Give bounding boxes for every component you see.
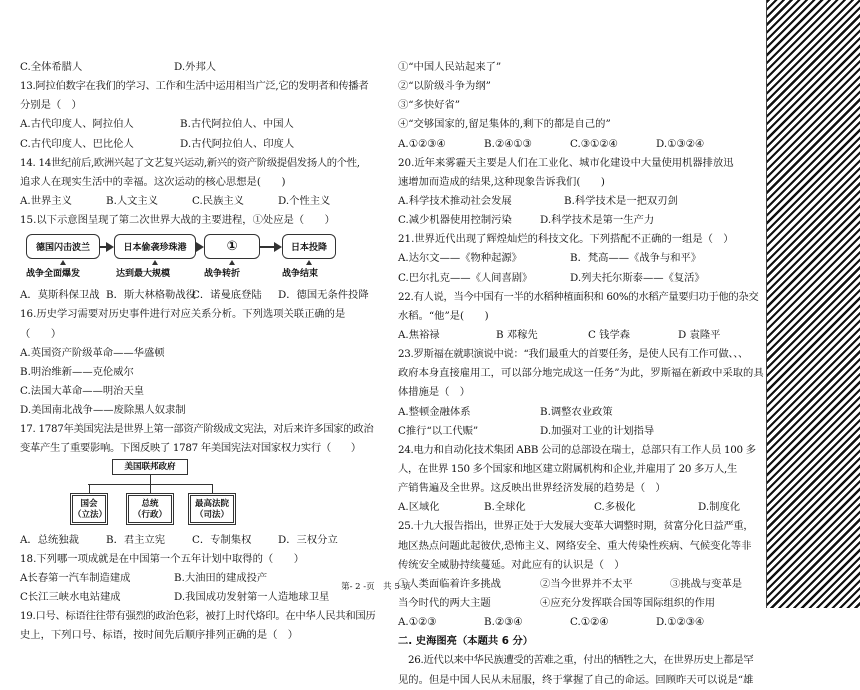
line-text: A长春第一汽车制造建成 xyxy=(20,571,131,584)
line-text: 体措施是（ ） xyxy=(398,386,471,399)
option-text: C．专制集权 xyxy=(192,533,252,546)
line-text: 21.世界近代出现了辉煌灿烂的科技文化。下列搭配不正确的一组是（ ） xyxy=(398,233,734,246)
text-line xyxy=(20,325,376,344)
line-text: 速增加而造成的结果,这种现象告诉我们( ) xyxy=(398,175,605,188)
text-line xyxy=(398,364,764,383)
line-text: ③“多快好省” xyxy=(398,99,461,112)
branch-of-power-box xyxy=(188,493,236,525)
branch-name: 国会 xyxy=(80,498,98,509)
text-line xyxy=(398,460,742,479)
line-text: 26.近代以来中华民族遭受的苦难之重，付出的牺牲之大，在世界历史上都是罕 xyxy=(398,654,754,667)
line-text: A.科学技术推动社会发展 xyxy=(398,194,512,207)
arrow-up-icon xyxy=(152,260,158,265)
line-text: 13.阿拉伯数字在我们的学习、工作和生活中运用相当广泛,它的发明者和传播者 xyxy=(20,80,369,93)
branch-of-power-box xyxy=(70,493,108,525)
line-text: ①“中国人民站起来了” xyxy=(398,61,502,73)
arrow-right-icon xyxy=(106,242,114,252)
branch-function: （立法） xyxy=(73,509,108,520)
option-text: B.古代阿拉伯人、中国人 xyxy=(180,118,294,131)
tree-connector xyxy=(150,484,151,493)
text-line xyxy=(398,58,742,77)
text-line xyxy=(398,249,742,268)
text-line xyxy=(20,607,376,626)
option-text: B．斯大林格勒战役 xyxy=(106,289,196,302)
text-line xyxy=(20,211,376,230)
line-text: A.达尔文——《物种起源》 xyxy=(398,252,522,265)
timeline-stage-label: 战争全面爆发 xyxy=(26,269,81,280)
text-line xyxy=(398,154,742,173)
line-text: 19.口号、标语往往带有强烈的政治色彩，被打上时代烙印。在中华人民共和国历 xyxy=(20,610,376,623)
timeline-event-box: 德国闪击波兰 xyxy=(26,234,100,259)
branch-function: （行政） xyxy=(132,509,167,520)
text-line xyxy=(398,613,742,632)
timeline-connector xyxy=(260,246,275,247)
arrow-right-icon xyxy=(274,242,282,252)
option-text: D.加强对工业的计划指导 xyxy=(540,424,655,437)
line-text: 24.电力和自动化技术集团 ABB 公司的总部设在瑞士，总部只有工作人员 100 多 xyxy=(398,443,756,456)
option-text: B.全球化 xyxy=(484,501,526,514)
line-text: 史上，下列口号、标语，按时间先后顺序排列正确的是（ ） xyxy=(20,629,299,642)
line-text: C推行“以工代赈” xyxy=(398,424,479,437)
line-text: D.美国南北战争——废除黑人奴隶制 xyxy=(20,404,186,417)
text-line xyxy=(20,77,376,96)
text-line xyxy=(398,173,742,192)
text-line xyxy=(398,479,742,498)
text-line xyxy=(20,173,376,192)
line-text: C.法国大革命——明治天皇 xyxy=(20,384,145,397)
text-line xyxy=(398,307,742,326)
timeline-stage-label: 战争转折 xyxy=(204,269,241,280)
left-lines-group-1 xyxy=(20,58,376,230)
option-text: D.外邦人 xyxy=(174,61,217,73)
option-text: D.科学技术是第一生产力 xyxy=(540,214,655,227)
text-line xyxy=(20,344,376,363)
arrow-right-icon xyxy=(196,242,204,252)
timeline-event-box: 日本偷袭珍珠港 xyxy=(114,234,196,259)
line-text: A.整顿金融体系 xyxy=(398,405,471,418)
timeline-event-box: 日本投降 xyxy=(282,234,336,259)
line-text: 14. 14世纪前后,欧洲兴起了文艺复兴运动,新兴的资产阶级提倡发扬人的个性, xyxy=(20,156,360,169)
ww2-timeline-diagram xyxy=(20,230,376,286)
option-text: B 邓稼先 xyxy=(496,328,538,341)
option-text: D 袁隆平 xyxy=(678,328,721,341)
line-text: A.古代印度人、阿拉伯人 xyxy=(20,118,134,131)
tree-connector xyxy=(212,484,213,493)
text-line xyxy=(398,594,742,613)
line-text: 25.十九大报告指出，世界正处于大发展大变革大调整时期，贫富分化日益严重， xyxy=(398,520,754,533)
line-text: 变革产生了重要影响。下图反映了 1787 年美国宪法对国家权力实行（ ） xyxy=(20,442,361,455)
timeline-stage-label: 达到最大规模 xyxy=(116,269,171,280)
text-line xyxy=(398,556,742,575)
line-text: 产销售遍及全世界。这反映出世界经济发展的趋势是（ ） xyxy=(398,482,666,495)
line-text: 人，在世界 150 多个国家和地区建立附属机构和企业,并雇用了 20 多万人,生 xyxy=(398,462,738,475)
line-text: 当今时代的两大主题 xyxy=(398,596,491,609)
line-text: A.世界主义 xyxy=(20,194,72,207)
option-text: D.个性主义 xyxy=(278,194,331,207)
left-lines-group-2 xyxy=(20,286,376,458)
option-text: D.列夫托尔斯泰——《复活》 xyxy=(570,271,705,284)
page-footer: 第- 2 -页 共 5 页 xyxy=(341,582,411,592)
option-text: C 钱学森 xyxy=(588,328,631,341)
text-line xyxy=(20,192,376,211)
option-text: B.科学技术是一把双刃剑 xyxy=(564,194,678,207)
right-lines xyxy=(398,58,764,632)
branch-function: （司法） xyxy=(194,509,229,520)
text-line xyxy=(398,211,742,230)
option-text: C.③①②④ xyxy=(570,137,618,150)
federal-government-box: 美国联邦政府 xyxy=(112,459,188,475)
line-text: 17. 1787年美国宪法是世界上第一部资产阶级成文宪法，对后来许多国家的政治 xyxy=(20,423,374,436)
timeline-event-box: ① xyxy=(204,234,260,259)
option-text: B.②④①③ xyxy=(484,137,532,150)
option-text: ②当今世界并不太平 xyxy=(540,577,633,590)
option-text: D.①②③④ xyxy=(656,616,705,629)
text-line xyxy=(20,96,376,115)
line-text: A.①②③④ xyxy=(398,137,446,150)
text-line xyxy=(20,401,376,420)
option-text: C.多极化 xyxy=(594,501,636,514)
line-text: 政府本身直接雇用工，可以部分地完成这一任务”为此，罗斯福在新政中采取的具 xyxy=(398,367,764,380)
text-line xyxy=(398,345,749,364)
right-column xyxy=(398,58,764,690)
right-tail-lines xyxy=(398,651,754,689)
text-line xyxy=(398,651,754,670)
line-text: （ ） xyxy=(20,327,62,340)
line-text: 16.历史学习需要对历史事件进行对应关系分析。下列选项关联正确的是 xyxy=(20,308,346,321)
branch-of-power-box xyxy=(126,493,174,525)
text-line xyxy=(20,531,376,550)
text-line xyxy=(398,192,742,211)
line-text: C长江三峡水电站建成 xyxy=(20,590,121,603)
constitution-diagram xyxy=(20,459,376,531)
option-text: D.①③②④ xyxy=(656,137,705,150)
line-text: 分别是（ ） xyxy=(20,99,82,112)
tree-connector xyxy=(89,484,90,493)
text-line xyxy=(398,422,742,441)
left-column xyxy=(20,58,376,645)
text-line xyxy=(398,96,742,115)
option-text: D.制度化 xyxy=(698,501,741,514)
arrow-up-icon xyxy=(60,260,66,265)
line-text: 传统安全威胁持续蔓延。对此应有的认识是（ ） xyxy=(398,558,625,571)
text-line xyxy=(20,115,376,134)
line-text: 地区热点问题此起彼伏,恐怖主义、网络安全、重大传染性疾病、气候变化等非 xyxy=(398,539,752,552)
line-text: ④“交够国家的,留足集体的,剩下的都是自己的” xyxy=(398,118,611,131)
text-line xyxy=(398,135,742,154)
line-text: A．总统独裁 xyxy=(20,533,79,546)
option-text: ④应充分发挥联合国等国际组织的作用 xyxy=(540,596,716,609)
text-line xyxy=(20,439,376,458)
text-line xyxy=(20,420,376,439)
line-text: 20.近年来雾霾天主要是人们在工业化、城市化建设中大量使用机器排放迅 xyxy=(398,156,734,169)
text-line xyxy=(20,305,376,324)
option-text: ③挑战与变革是 xyxy=(670,577,743,590)
text-line xyxy=(20,154,376,173)
text-line xyxy=(20,550,376,569)
line-text: A.英国资产阶级革命——华盛顿 xyxy=(20,346,165,359)
text-line xyxy=(398,498,742,517)
line-text: C.古代印度人、巴比伦人 xyxy=(20,137,134,150)
text-line xyxy=(20,382,376,401)
text-line xyxy=(398,383,742,402)
option-text: B.大油田的建成投产 xyxy=(174,571,268,584)
text-line xyxy=(398,230,742,249)
line-text: A.①②③ xyxy=(398,616,437,629)
text-line xyxy=(398,288,759,307)
text-line xyxy=(398,441,756,460)
option-text: C．诺曼底登陆 xyxy=(192,289,262,302)
option-text: D．三权分立 xyxy=(278,533,338,546)
line-text: 追求人在现实生活中的幸福。这次运动的核心思想是( ) xyxy=(20,175,286,188)
text-line xyxy=(398,269,742,288)
option-text: C.①②④ xyxy=(570,616,609,629)
text-line xyxy=(20,626,376,645)
line-text: B.明治维新——克伦威尔 xyxy=(20,365,134,378)
text-line xyxy=(398,403,742,422)
line-text: C.巴尔扎克——《人间喜剧》 xyxy=(398,271,533,284)
tree-connector xyxy=(150,475,151,484)
line-text: 水稻。“他”是( ) xyxy=(398,309,489,322)
section-title: 二. 史海图亮（本题共 6 分） xyxy=(398,635,534,648)
text-line xyxy=(398,671,754,690)
line-text: A．莫斯科保卫战 xyxy=(20,289,100,302)
line-text: 见的。但是中国人民从未屈服，终于掌握了自己的命运。回顾昨天可以说是“雄 xyxy=(398,673,754,686)
line-text: 18.下列哪一项成就是在中国第一个五年计划中取得的（ ） xyxy=(20,552,305,565)
binding-margin-hatch xyxy=(766,0,860,608)
option-text: B．梵高——《战争与和平》 xyxy=(570,252,702,265)
text-line xyxy=(20,286,376,305)
text-line xyxy=(398,115,742,134)
line-text: 22.有人说，当今中国有一半的水稻种植面积和 60%的水稻产量要归功于他的杂交 xyxy=(398,290,759,303)
line-text: C.减少机器使用控制污染 xyxy=(398,214,512,227)
line-text: ①人类面临着许多挑战 xyxy=(398,577,501,590)
text-line xyxy=(398,326,742,345)
text-line xyxy=(20,58,376,77)
line-text: A.焦裕禄 xyxy=(398,328,440,341)
line-text: A.区域化 xyxy=(398,501,440,514)
text-line xyxy=(20,363,376,382)
option-text: B.②③④ xyxy=(484,616,523,629)
option-text: B．君主立宪 xyxy=(106,533,166,546)
line-text: ②“以阶级斗争为纲” xyxy=(398,80,491,93)
arrow-up-icon xyxy=(306,260,312,265)
arrow-up-icon xyxy=(229,260,235,265)
option-text: D.我国成功发射第一人造地球卫星 xyxy=(174,590,330,603)
text-line xyxy=(398,77,742,96)
option-text: C.民族主义 xyxy=(192,194,244,207)
timeline-stage-label: 战争结束 xyxy=(282,269,319,280)
line-text: 15.以下示意图呈现了第二次世界大战的主要进程，①处应是（ ） xyxy=(20,214,335,227)
line-text: 23.罗斯福在就职演说中说：“我们最重大的首要任务，是使人民有工作可做、、、 xyxy=(398,348,749,361)
branch-name: 最高法院 xyxy=(194,498,229,509)
branch-name: 总统 xyxy=(141,498,159,509)
option-text: D.古代阿拉伯人、印度人 xyxy=(180,137,295,150)
text-line xyxy=(20,135,376,154)
line-text: C.全体希腊人 xyxy=(20,61,83,73)
option-text: D．德国无条件投降 xyxy=(278,289,369,302)
option-text: B.人文主义 xyxy=(106,194,159,207)
text-line xyxy=(398,537,752,556)
text-line xyxy=(398,517,754,536)
option-text: B.调整农业政策 xyxy=(540,405,613,418)
